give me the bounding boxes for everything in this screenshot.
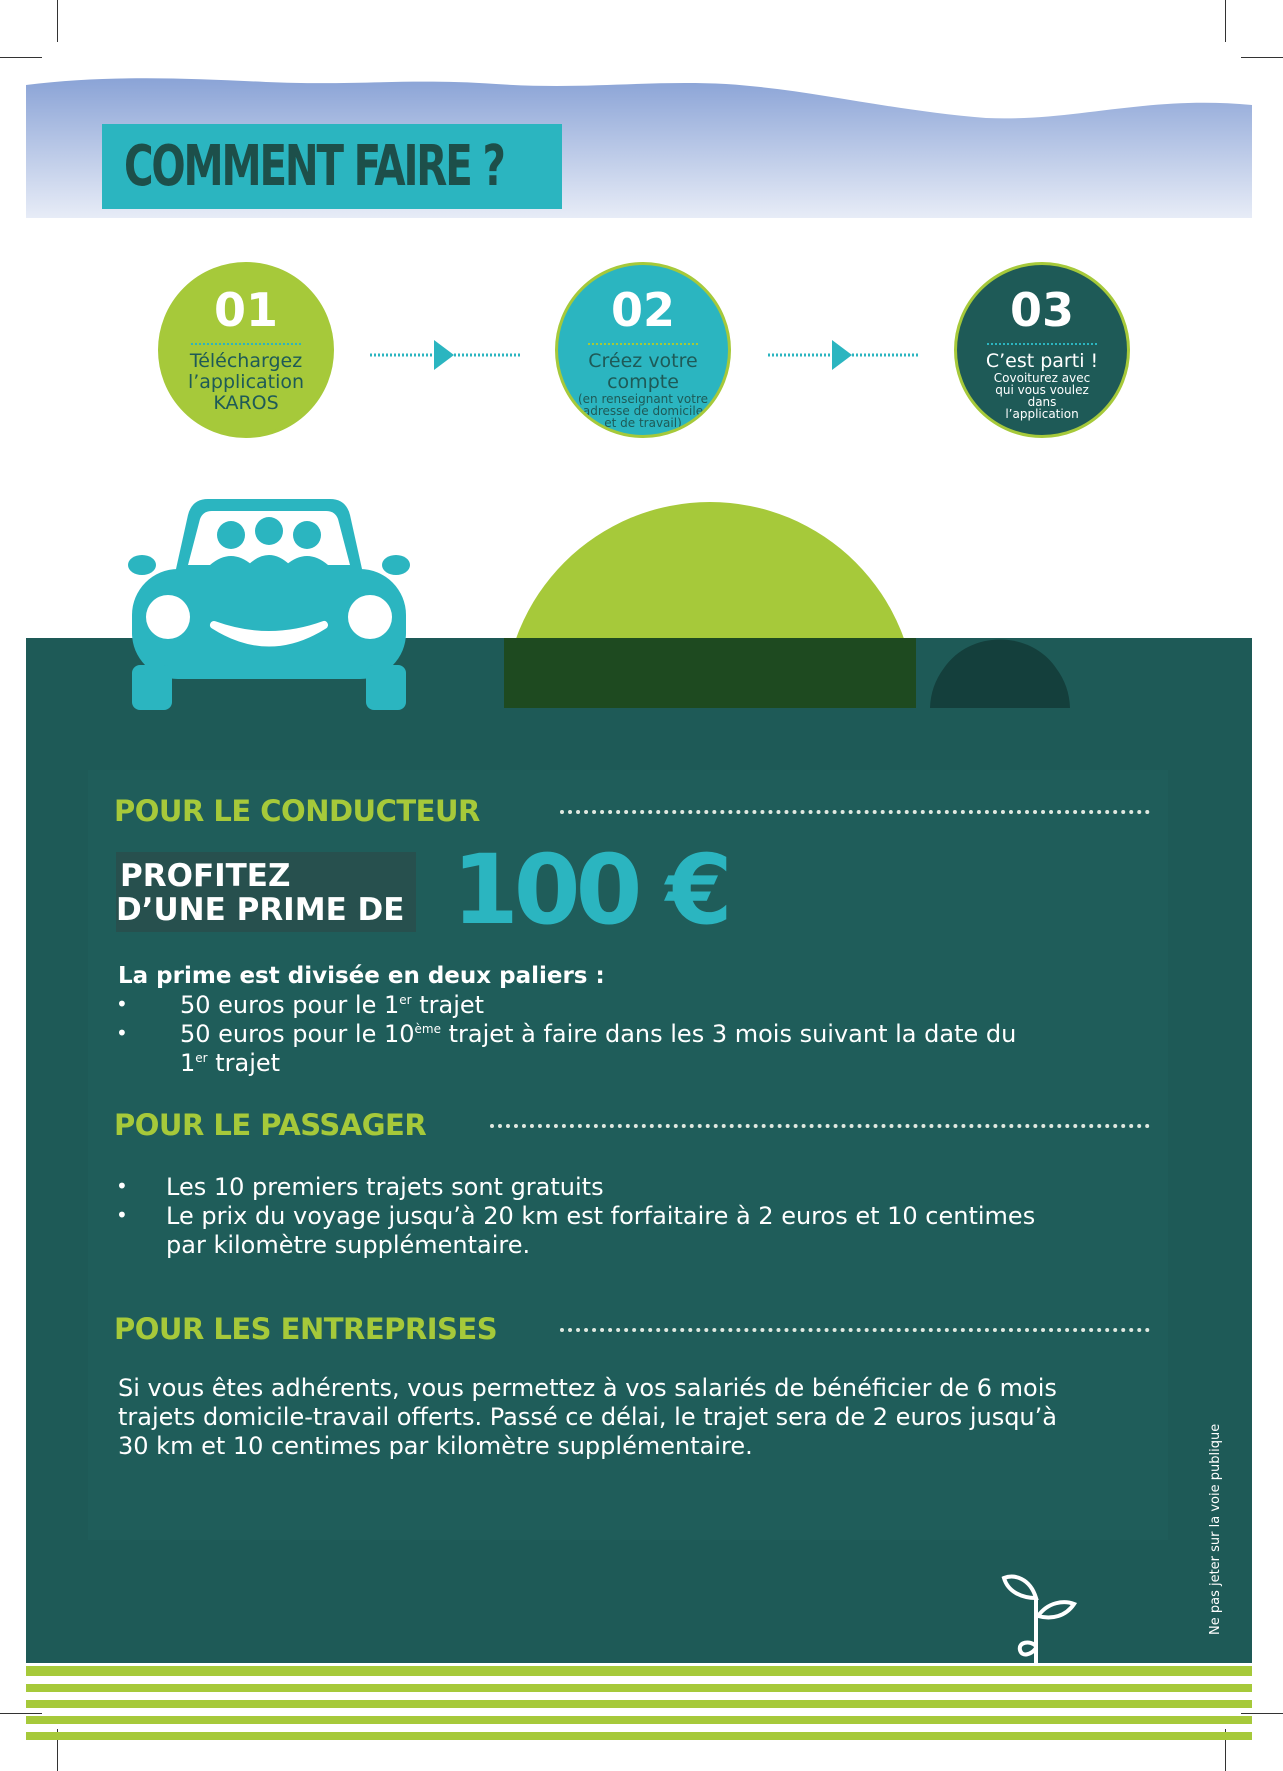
step-2 [555,262,731,438]
step-line: qui vous voulez [995,383,1089,397]
step-text [566,351,720,429]
step-line: l’application [1005,407,1079,421]
sprout-icon [1000,1568,1078,1700]
superscript: ème [414,1022,441,1036]
bullet: • [116,1203,128,1227]
page-title-text: COMMENT FAIRE ? [124,134,504,199]
promo-amount: 100 € [452,834,728,946]
footer-stripe [26,1684,1252,1692]
companies-line: trajets domicile-travail offerts. Passé ce délai, le trajet sera de 2 euros jusqu’à [118,1403,1057,1431]
step-divider [588,343,698,345]
step-number: 01 [213,283,278,337]
bullet: • [116,1174,128,1198]
step-line: KAROS [213,392,279,414]
crop-mark [0,57,42,58]
driver-bullet-2-cont [180,1049,280,1078]
step-number: 02 [610,283,675,337]
footer-stripe [26,1700,1252,1708]
step-line: dans [1027,395,1057,409]
text: 1 [180,1049,196,1077]
car-icon [128,495,410,715]
footer-stripe [26,1732,1252,1740]
step-line: C’est parti ! [985,350,1099,372]
heading-divider [560,810,1150,814]
step-line: Créez votre [588,350,698,372]
bullet: • [116,1021,128,1045]
step-line: (en renseignant votre [577,392,708,406]
driver-bullet-2 [180,1020,1016,1049]
section-heading-passenger: POUR LE PASSAGER [114,1108,427,1142]
crop-mark [57,0,58,42]
step-divider [987,343,1097,345]
text: trajet [411,991,485,1019]
step-line: l’application [187,371,305,393]
crop-mark [0,1713,42,1714]
text: trajet à faire dans les 3 mois suivant la date du [441,1020,1017,1048]
text: trajet [207,1049,281,1077]
companies-line: 30 km et 10 centimes par kilomètre supplémentaire. [118,1432,753,1460]
step-3 [954,262,1130,438]
promo-line: D’UNE PRIME DE [116,892,405,928]
crop-mark [1241,1713,1283,1714]
disposal-notice: Ne pas jeter sur la voie publique [1208,1423,1223,1635]
arrow-right-icon [768,340,920,370]
step-line: et de travail) [604,416,682,430]
text: 50 euros pour le 1 [180,991,400,1019]
heading-divider [490,1124,1150,1128]
step-text [169,351,323,414]
step-divider [191,343,301,345]
bullet: • [116,992,128,1016]
companies-line: Si vous êtes adhérents, vous permettez à vos salariés de bénéficier de 6 mois [118,1374,1057,1402]
footer-stripe [26,1716,1252,1724]
superscript: er [195,1051,208,1065]
passenger-bullet-2-cont: par kilomètre supplémentaire. [166,1231,531,1259]
step-line: adresse de domicile [582,404,704,418]
text: 50 euros pour le 10 [180,1020,415,1048]
driver-bullet-1 [180,991,484,1020]
crop-mark [1241,57,1283,58]
section-heading-companies: POUR LES ENTREPRISES [114,1312,498,1346]
arrow-right-icon [370,340,522,370]
step-line: Covoiturez avec [993,371,1091,385]
step-number: 03 [1009,283,1074,337]
crop-mark [1225,0,1226,42]
heading-divider [560,1328,1150,1332]
step-line: Téléchargez [189,350,303,372]
promo-line: PROFITEZ [120,858,291,894]
step-text [965,351,1119,420]
footer-stripe [26,1666,1252,1676]
passenger-bullet-2: Le prix du voyage jusqu’à 20 km est forfaitaire à 2 euros et 10 centimes [166,1202,1036,1230]
section-heading-driver: POUR LE CONDUCTEUR [114,794,480,828]
driver-intro: La prime est divisée en deux paliers : [118,963,605,989]
step-1 [158,262,334,438]
passenger-bullet-1: Les 10 premiers trajets sont gratuits [166,1173,604,1201]
hills-overlap [500,638,1080,710]
step-line: compte [607,371,679,393]
superscript: er [399,993,412,1007]
page-title [102,124,562,209]
